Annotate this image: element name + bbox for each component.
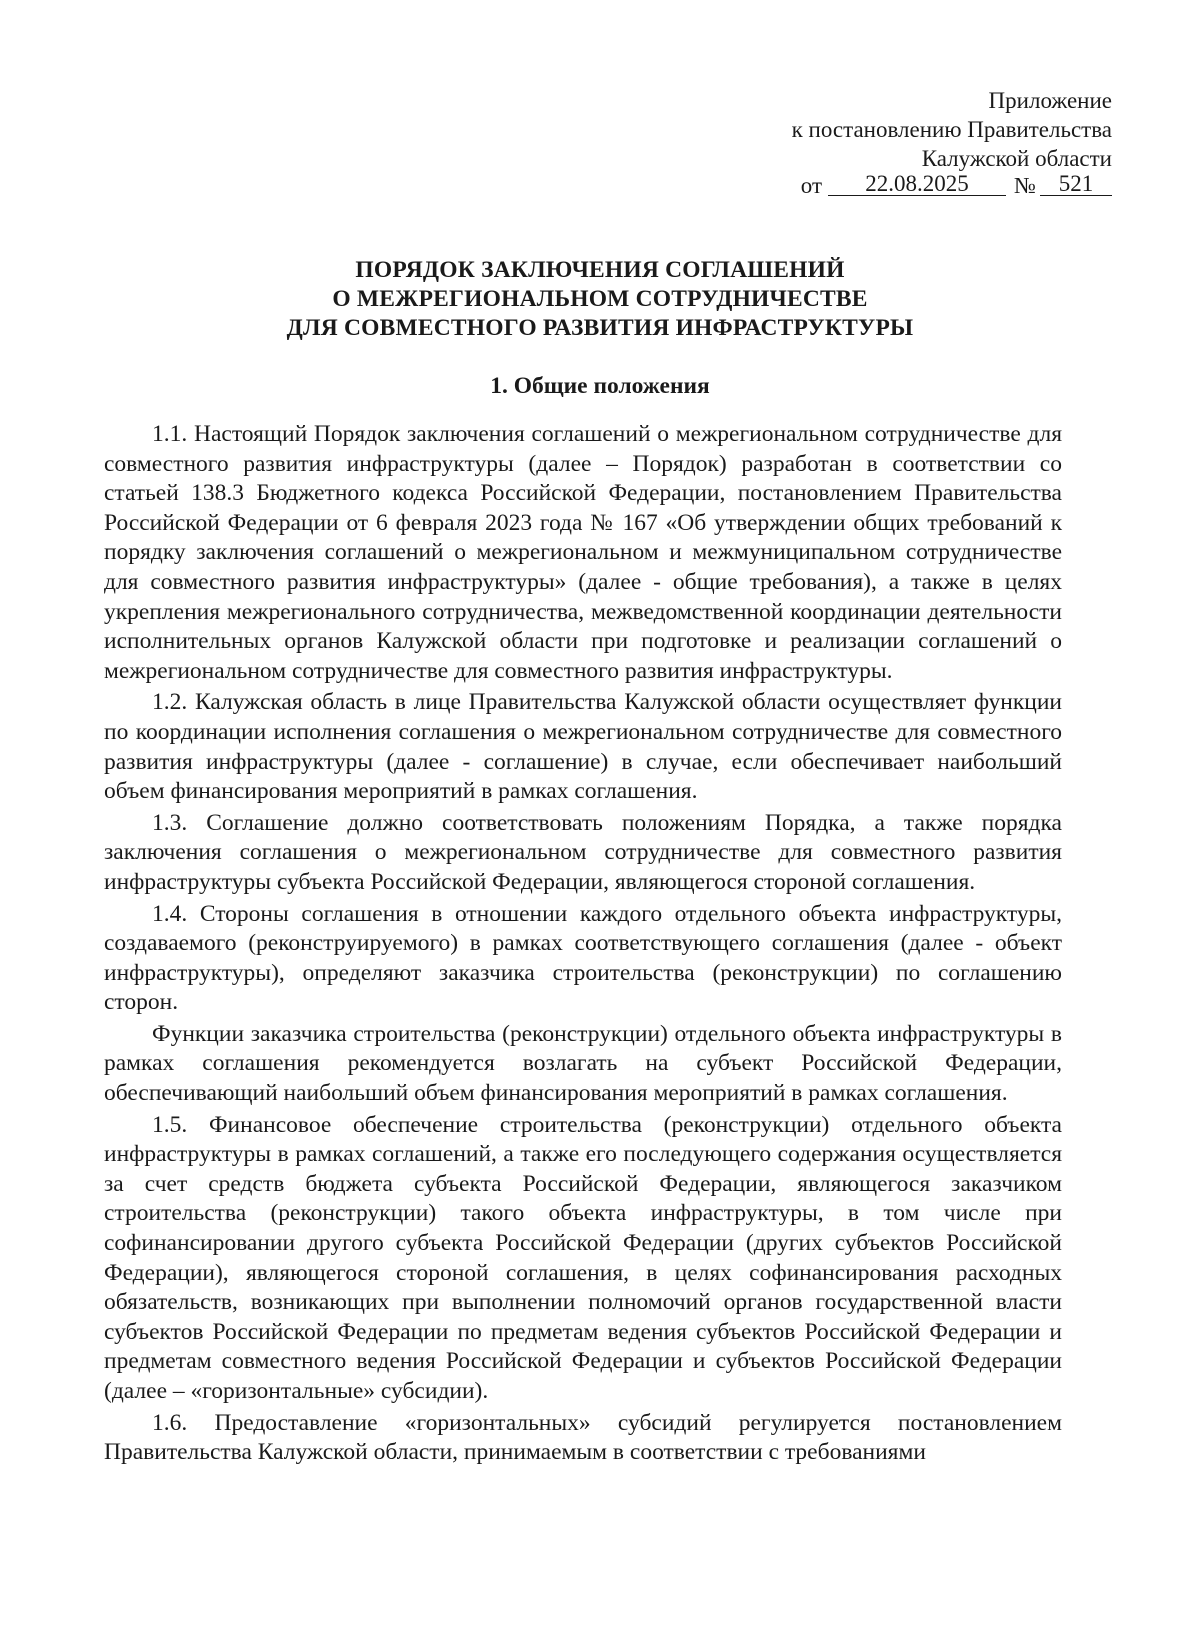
paragraph-1-3: 1.3. Соглашение должно соответствовать положениям Порядка, а также порядка заключения соглашения о межрегиональном сотрудничестве для совместного развития инфраструктуры субъекта Российской Федерации, являющегося стороной соглашения. [104, 809, 1062, 895]
appendix-label: Приложение [988, 88, 1112, 113]
resolution-date: 22.08.2025 [828, 173, 1006, 196]
section-heading: 1. Общие положения [490, 373, 710, 399]
appendix-date-row [692, 171, 1112, 200]
document-title [0, 256, 1200, 343]
title-line-1: ПОРЯДОК ЗАКЛЮЧЕНИЯ СОГЛАШЕНИЙ [355, 257, 845, 283]
title-line-2: О МЕЖРЕГИОНАЛЬНОМ СОТРУДНИЧЕСТВЕ [332, 286, 868, 312]
date-prefix: от [800, 173, 823, 198]
title-line-3: ДЛЯ СОВМЕСТНОГО РАЗВИТИЯ ИНФРАСТРУКТУРЫ [286, 315, 914, 341]
paragraph-1-2: 1.2. Калужская область в лице Правительства Калужской области осуществляет функции по координации исполнения соглашения о межрегиональном сотрудничестве для совместного развития инфраструктуры (далее - соглашение) в случае, если обеспечивает наибольший объем финансирования мероприятий в рамках соглашения. [104, 689, 1062, 805]
appendix-block [692, 86, 1112, 200]
paragraph-1-6: 1.6. Предоставление «горизонтальных» субсидий регулируется постановлением Правительства Калужской области, принимаемым в соответствии с требованиями [104, 1409, 1062, 1466]
paragraph-1-4-functions: Функции заказчика строительства (реконструкции) отдельного объекта инфраструктуры в рамках соглашения рекомендуется возлагать на субъект Российской Федерации, обеспечивающий наибольший объем финансирования мероприятий в рамках соглашения. [104, 1020, 1062, 1107]
body-text [104, 420, 1062, 1470]
appendix-resolution-ref: к постановлению Правительства [791, 117, 1112, 142]
resolution-number: 521 [1040, 173, 1112, 196]
paragraph-1-5: 1.5. Финансовое обеспечение строительства (реконструкции) отдельного объекта инфраструктуры в рамках соглашений, а также его последующего содержания осуществляется за счет средств бюджета субъекта Российской Федерации, являющегося заказчиком строительства (реконструкции) такого объекта инфраструктуры, в том числе при софинансировании другого субъекта Российской Федерации (других субъектов Российской Федерации), являющегося стороной соглашения, в целях софинансирования расходных обязательств, возникающих при выполнении полномочий органов государственной власти субъектов Российской Федерации по предметам ведения субъектов Российской Федерации и предметам совместного ведения Российской Федерации и субъектов Российской Федерации (далее – «горизонтальные» субсидии). [104, 1111, 1062, 1404]
paragraph-1-4: 1.4. Стороны соглашения в отношении каждого отдельного объекта инфраструктуры, создаваемого (реконструируемого) в рамках соответствующего соглашения (далее - объект инфраструктуры), определяют заказчика строительства (реконструкции) по соглашению сторон. [104, 900, 1062, 1016]
appendix-region: Калужской области [921, 146, 1112, 171]
paragraph-1-1: 1.1. Настоящий Порядок заключения соглашений о межрегиональном сотрудничестве для совместного развития инфраструктуры (далее – Порядок) разработан в соответствии со статьей 138.3 Бюджетного кодекса Российской Федерации, постановлением Правительства Российской Федерации от 6 февраля 2023 года № 167 «Об утверждении общих требований к порядку заключения соглашений о межрегиональном и межмуниципальном сотрудничестве для совместного развития инфраструктуры» (далее - общие требования), а также в целях укрепления межрегионального сотрудничества, межведомственной координации деятельности исполнительных органов Калужской области при подготовке и реализации соглашений о межрегиональном сотрудничестве для совместного развития инфраструктуры. [104, 421, 1062, 684]
number-sign: № [1014, 173, 1036, 198]
